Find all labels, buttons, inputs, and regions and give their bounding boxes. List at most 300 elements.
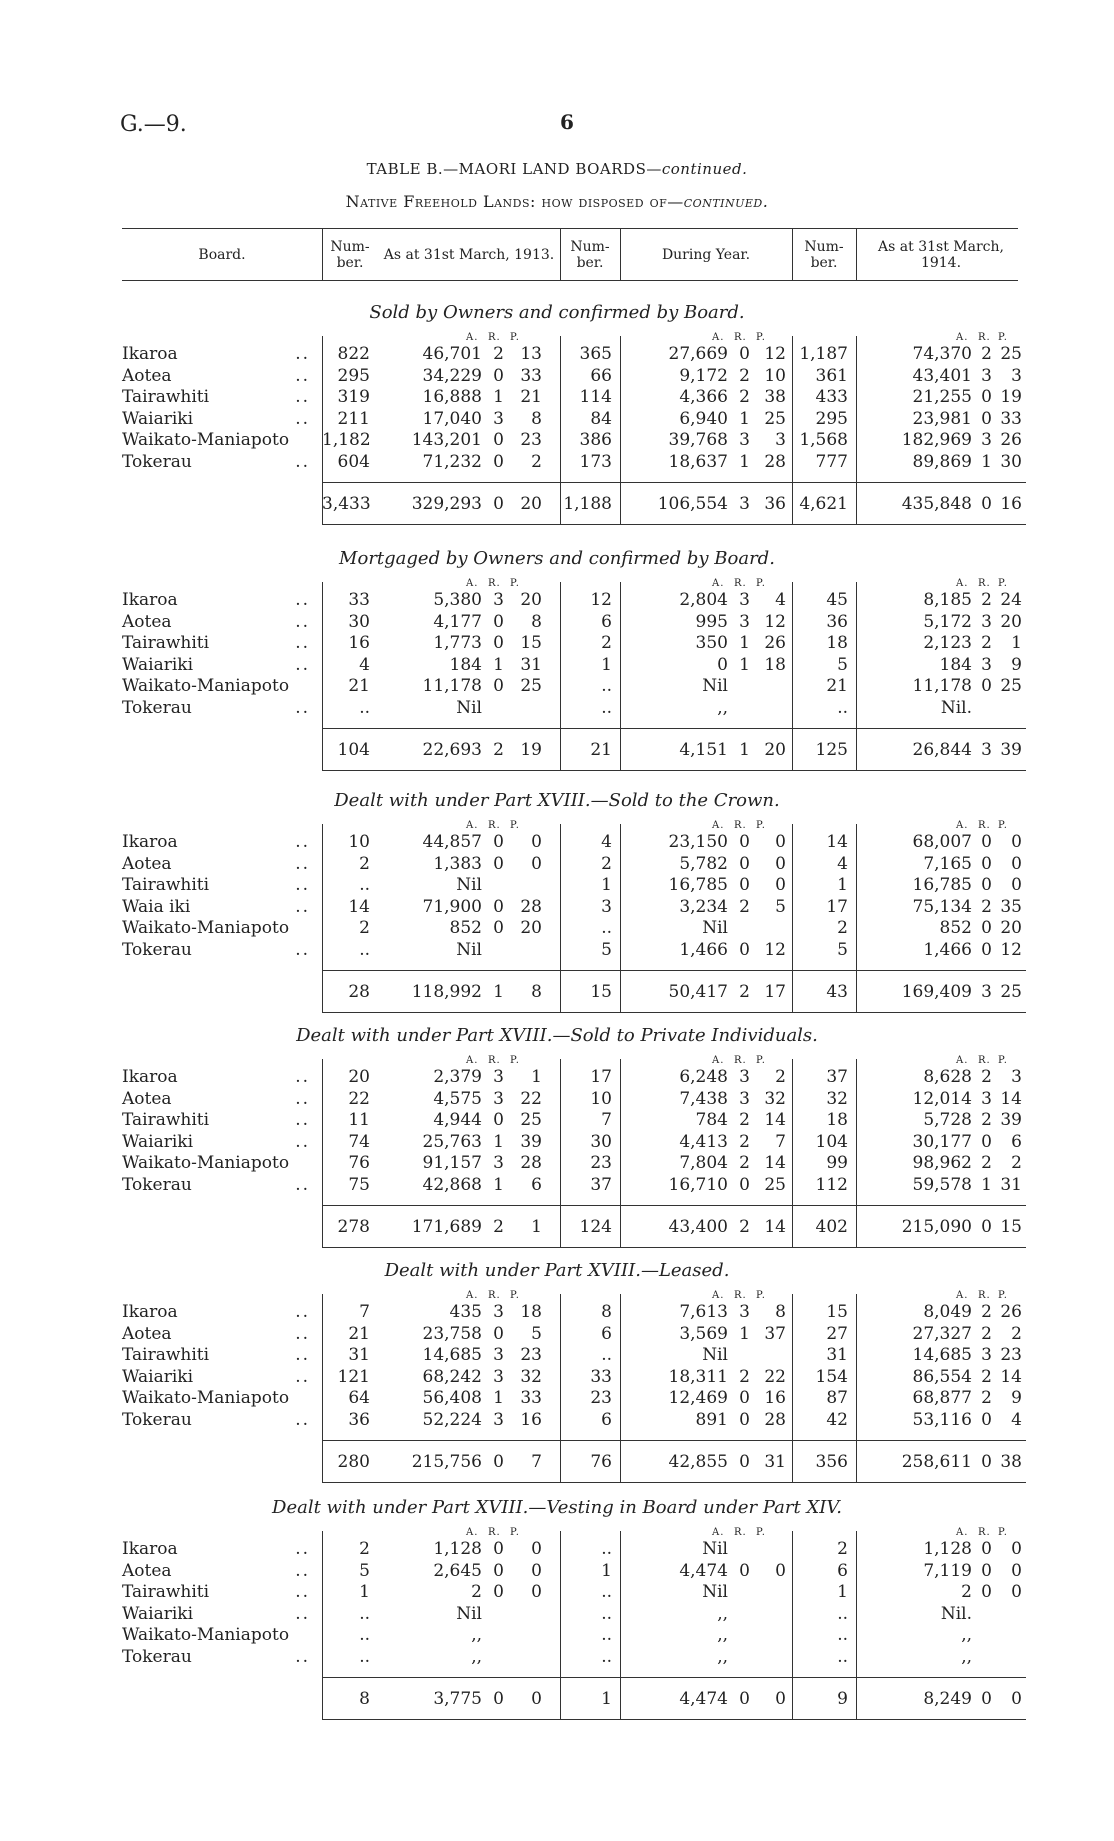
table-cell: 28 xyxy=(520,1153,542,1174)
table-cell: 4,413 xyxy=(679,1131,728,1152)
table-cell: 1 xyxy=(601,654,612,675)
header-board: Board. xyxy=(198,247,246,263)
leader-dots: .. xyxy=(295,896,310,917)
table-cell: 0 xyxy=(775,1560,786,1581)
table-cell: 0 xyxy=(739,940,750,960)
total-cell: 36 xyxy=(764,493,786,514)
table-cell: 7,165 xyxy=(923,853,972,874)
table-cell: 1 xyxy=(601,1560,612,1581)
total-cell: 1 xyxy=(493,981,504,1002)
column-rule xyxy=(322,582,323,770)
table-cell: ,, xyxy=(717,1603,728,1624)
page-number: 6 xyxy=(560,110,574,134)
table-cell: 3 xyxy=(1011,1067,1022,1087)
table-cell: 16 xyxy=(764,1388,786,1409)
table-cell: 6 xyxy=(601,1410,612,1430)
table-cell: 0 xyxy=(493,896,504,917)
table-cell: 9 xyxy=(1011,654,1022,675)
table-cell: 36 xyxy=(348,1410,370,1430)
leader-dots: .. xyxy=(295,1323,310,1344)
table-cell: 87 xyxy=(826,1388,848,1409)
table-cell: 10 xyxy=(348,832,370,852)
table-cell: 0 xyxy=(1011,1560,1022,1581)
column-rule xyxy=(856,582,857,770)
table-cell: 0 xyxy=(981,875,992,896)
unit-label: P. xyxy=(510,820,520,831)
table-cell: 154 xyxy=(815,1366,848,1387)
table-cell: 1 xyxy=(493,654,504,675)
table-cell: ,, xyxy=(717,1647,728,1667)
table-cell: .. xyxy=(359,875,370,896)
table-cell: ,, xyxy=(961,1625,972,1646)
total-cell: 104 xyxy=(337,739,370,760)
table-cell: 2 xyxy=(981,590,992,610)
total-cell: 7 xyxy=(531,1451,542,1472)
table-cell: 2 xyxy=(739,1153,750,1174)
header-top-rule xyxy=(122,228,1018,229)
table-cell: 12 xyxy=(764,940,786,960)
table-cell: 32 xyxy=(764,1088,786,1109)
board-name: Ikaroa xyxy=(122,1067,178,1087)
unit-label: A. xyxy=(712,1290,725,1301)
unit-label: R. xyxy=(978,578,991,589)
table-cell: 184 xyxy=(939,654,972,675)
table-cell: 23,981 xyxy=(912,408,972,429)
table-cell: .. xyxy=(601,698,612,718)
column-rule xyxy=(792,1059,793,1247)
table-cell: .. xyxy=(837,1647,848,1667)
total-cell: 0 xyxy=(739,1688,750,1709)
table-cell: 0 xyxy=(1011,853,1022,874)
header-column-rule xyxy=(620,228,621,280)
table-cell: 0 xyxy=(981,1582,992,1603)
table-cell: 5,728 xyxy=(923,1110,972,1131)
unit-label: A. xyxy=(712,578,725,589)
total-rule-top xyxy=(322,482,1026,483)
table-cell: 1 xyxy=(493,387,504,408)
table-cell: 3 xyxy=(601,896,612,917)
table-cell: 295 xyxy=(337,365,370,386)
table-cell: 7 xyxy=(775,1131,786,1152)
table-cell: Nil xyxy=(702,918,728,939)
table-cell: 0 xyxy=(493,611,504,632)
table-cell: 0 xyxy=(1011,1539,1022,1559)
board-name: Aotea xyxy=(122,1560,172,1581)
table-cell: .. xyxy=(359,698,370,718)
column-rule xyxy=(792,336,793,524)
column-rule xyxy=(792,582,793,770)
total-cell: 17 xyxy=(764,981,786,1002)
table-cell: 852 xyxy=(449,918,482,939)
table-cell: 33 xyxy=(590,1366,612,1387)
total-cell: 356 xyxy=(815,1451,848,1472)
table-cell: 53,116 xyxy=(912,1410,972,1430)
table-cell: 45 xyxy=(826,590,848,610)
table-cell: 17 xyxy=(590,1067,612,1087)
table-cell: 28 xyxy=(520,896,542,917)
table-cell: 30 xyxy=(1000,452,1022,472)
table-cell: 44,857 xyxy=(422,832,482,852)
table-cell: 15 xyxy=(826,1302,848,1322)
table-cell: 2,804 xyxy=(679,590,728,610)
board-name: Waiariki xyxy=(122,654,194,675)
table-cell: 3 xyxy=(739,590,750,610)
table-cell: 7,438 xyxy=(679,1088,728,1109)
table-cell: 6 xyxy=(601,1323,612,1344)
table-cell: 68,877 xyxy=(912,1388,972,1409)
column-rule xyxy=(620,1294,621,1482)
table-cell: 1 xyxy=(531,1067,542,1087)
leader-dots: .. xyxy=(295,452,310,472)
table-cell: 3 xyxy=(981,1088,992,1109)
table-cell: 6 xyxy=(837,1560,848,1581)
table-cell: 16,785 xyxy=(912,875,972,896)
table-cell: 21 xyxy=(826,676,848,697)
unit-label: P. xyxy=(510,332,520,343)
table-cell: 10 xyxy=(590,1088,612,1109)
unit-label: R. xyxy=(734,1055,747,1066)
total-cell: 0 xyxy=(531,1688,542,1709)
leader-dots: .. xyxy=(295,1067,310,1087)
total-cell: 0 xyxy=(493,1451,504,1472)
table-cell: 21 xyxy=(348,676,370,697)
table-cell: 25,763 xyxy=(422,1131,482,1152)
board-name: Tokerau xyxy=(122,698,192,718)
table-cell: 0 xyxy=(493,676,504,697)
total-cell: 42,855 xyxy=(668,1451,728,1472)
table-cell: 4,944 xyxy=(433,1110,482,1131)
table-cell: 76 xyxy=(348,1153,370,1174)
table-cell: 4,177 xyxy=(433,611,482,632)
leader-dots: .. xyxy=(295,1539,310,1559)
table-cell: 15 xyxy=(520,633,542,654)
table-cell: 71,232 xyxy=(422,452,482,472)
table-cell: 0 xyxy=(493,1582,504,1603)
table-cell: 17,040 xyxy=(422,408,482,429)
board-name: Ikaroa xyxy=(122,1539,178,1559)
board-name: Aotea xyxy=(122,365,172,386)
table-cell: 33 xyxy=(520,1388,542,1409)
section-title: Dealt with under Part XVIII.—Vesting in Board under Part XIV. xyxy=(272,1497,842,1518)
table-cell: ,, xyxy=(717,698,728,718)
total-cell: 14 xyxy=(764,1216,786,1237)
table-cell: 0 xyxy=(531,1539,542,1559)
total-cell: 215,090 xyxy=(901,1216,972,1237)
total-cell: 43 xyxy=(826,981,848,1002)
table-cell: 435 xyxy=(449,1302,482,1322)
unit-label: R. xyxy=(488,1527,501,1538)
table-cell: 8 xyxy=(531,408,542,429)
total-rule-top xyxy=(322,970,1026,971)
table-cell: 35 xyxy=(1000,896,1022,917)
column-rule xyxy=(792,824,793,1012)
board-name: Tairawhiti xyxy=(122,875,210,896)
table-cell: 91,157 xyxy=(422,1153,482,1174)
table-cell: 26 xyxy=(1000,430,1022,451)
leader-dots: .. xyxy=(295,408,310,429)
table-cell: 1,773 xyxy=(433,633,482,654)
total-cell: 258,611 xyxy=(901,1451,972,1472)
leader-dots: .. xyxy=(295,698,310,718)
header-bottom-rule xyxy=(122,280,1018,281)
table-cell: 0 xyxy=(981,1410,992,1430)
table-cell: 121 xyxy=(337,1366,370,1387)
column-rule xyxy=(560,1294,561,1482)
table-cell: 2 xyxy=(601,633,612,654)
table-cell: 2 xyxy=(981,896,992,917)
total-rule-top xyxy=(322,1205,1026,1206)
table-cell: ,, xyxy=(471,1625,482,1646)
unit-label: R. xyxy=(734,578,747,589)
unit-label: A. xyxy=(712,1055,725,1066)
unit-label: P. xyxy=(998,332,1008,343)
total-cell: 2 xyxy=(739,1216,750,1237)
unit-label: R. xyxy=(488,820,501,831)
total-cell: 76 xyxy=(590,1451,612,1472)
table-cell: 4 xyxy=(775,590,786,610)
table-cell: .. xyxy=(601,1582,612,1603)
total-cell: 4,151 xyxy=(679,739,728,760)
table-cell: 74 xyxy=(348,1131,370,1152)
table-cell: 23 xyxy=(590,1153,612,1174)
column-rule xyxy=(620,582,621,770)
unit-label: P. xyxy=(756,820,766,831)
total-cell: 2 xyxy=(493,1216,504,1237)
table-cell: 43,401 xyxy=(912,365,972,386)
table-cell: 20 xyxy=(1000,611,1022,632)
leader-dots: .. xyxy=(295,611,310,632)
unit-label: R. xyxy=(488,1055,501,1066)
column-rule xyxy=(560,336,561,524)
board-name: Tokerau xyxy=(122,1410,192,1430)
table-cell: 2 xyxy=(981,1366,992,1387)
total-cell: 26,844 xyxy=(912,739,972,760)
table-cell: 46,701 xyxy=(422,344,482,364)
unit-label: R. xyxy=(734,820,747,831)
table-title xyxy=(0,160,1114,178)
table-cell: 7 xyxy=(601,1110,612,1131)
unit-label: R. xyxy=(978,1055,991,1066)
table-cell: 852 xyxy=(939,918,972,939)
table-cell: .. xyxy=(601,918,612,939)
table-cell: 39 xyxy=(520,1131,542,1152)
table-cell: 143,201 xyxy=(411,430,482,451)
table-cell: 5,172 xyxy=(923,611,972,632)
header-column-rule xyxy=(560,228,561,280)
table-cell: 14 xyxy=(1000,1088,1022,1109)
total-cell: 0 xyxy=(775,1688,786,1709)
table-cell: 38 xyxy=(764,387,786,408)
table-cell: .. xyxy=(837,1603,848,1624)
table-cell: 31 xyxy=(826,1345,848,1366)
table-cell: 0 xyxy=(1011,832,1022,852)
leader-dots: .. xyxy=(295,654,310,675)
column-rule xyxy=(560,1531,561,1719)
table-cell: 173 xyxy=(579,452,612,472)
total-cell: 402 xyxy=(815,1216,848,1237)
table-cell: 2 xyxy=(981,1153,992,1174)
table-cell: 0 xyxy=(531,853,542,874)
leader-dots: .. xyxy=(295,853,310,874)
table-cell: 7,613 xyxy=(679,1302,728,1322)
table-cell: 36 xyxy=(826,611,848,632)
total-cell: 20 xyxy=(520,493,542,514)
table-cell: 10 xyxy=(764,365,786,386)
table-cell: 3 xyxy=(981,611,992,632)
table-cell: 433 xyxy=(815,387,848,408)
table-cell: 26 xyxy=(764,633,786,654)
total-cell: 0 xyxy=(981,493,992,514)
table-cell: 182,969 xyxy=(901,430,972,451)
table-cell: 39 xyxy=(1000,1110,1022,1131)
table-cell: 16,710 xyxy=(668,1175,728,1195)
header-number-2: Num- ber. xyxy=(570,239,610,271)
table-cell: 25 xyxy=(764,1175,786,1195)
table-cell: 34,229 xyxy=(422,365,482,386)
table-cell: 0 xyxy=(493,365,504,386)
column-rule xyxy=(560,824,561,1012)
table-cell: 0 xyxy=(739,875,750,896)
leader-dots: .. xyxy=(295,1582,310,1603)
column-rule xyxy=(620,824,621,1012)
board-name: Tairawhiti xyxy=(122,1582,210,1603)
table-cell: 23,150 xyxy=(668,832,728,852)
table-cell: 1 xyxy=(1011,633,1022,654)
table-cell: 0 xyxy=(739,1410,750,1430)
table-cell: 2 xyxy=(775,1067,786,1087)
table-cell: 27,669 xyxy=(668,344,728,364)
leader-dots: .. xyxy=(295,1345,310,1366)
table-cell: 3 xyxy=(493,1345,504,1366)
header-during-year: During Year. xyxy=(661,247,751,263)
table-cell: .. xyxy=(837,1625,848,1646)
total-cell: 106,554 xyxy=(657,493,728,514)
table-cell: 3 xyxy=(739,1067,750,1087)
table-cell: 0 xyxy=(493,853,504,874)
table-cell: 30,177 xyxy=(912,1131,972,1152)
board-name: Aotea xyxy=(122,853,172,874)
unit-label: R. xyxy=(978,820,991,831)
table-cell: 995 xyxy=(695,611,728,632)
table-cell: Nil xyxy=(702,1539,728,1559)
table-cell: .. xyxy=(601,676,612,697)
table-cell: 2 xyxy=(359,918,370,939)
table-cell: .. xyxy=(601,1345,612,1366)
leader-dots: .. xyxy=(295,1088,310,1109)
header-column-rule xyxy=(322,228,323,280)
table-cell: 13 xyxy=(520,344,542,364)
table-cell: 0 xyxy=(1011,875,1022,896)
table-cell: 5,380 xyxy=(433,590,482,610)
table-cell: 14 xyxy=(826,832,848,852)
table-cell: 4,575 xyxy=(433,1088,482,1109)
table-cell: 12,014 xyxy=(912,1088,972,1109)
table-cell: 319 xyxy=(337,387,370,408)
table-cell: .. xyxy=(837,698,848,718)
table-cell: 14 xyxy=(764,1153,786,1174)
table-cell: 1 xyxy=(739,654,750,675)
table-cell: 3 xyxy=(739,611,750,632)
table-cell: 3 xyxy=(739,1088,750,1109)
table-cell: 24 xyxy=(1000,590,1022,610)
board-name: Waiariki xyxy=(122,408,194,429)
table-cell: 7 xyxy=(359,1302,370,1322)
table-cell: 5 xyxy=(837,654,848,675)
board-name: Waikato-Maniapoto xyxy=(122,430,290,451)
table-cell: 31 xyxy=(1000,1175,1022,1195)
unit-label: A. xyxy=(956,820,969,831)
unit-label: P. xyxy=(756,1527,766,1538)
table-cell: 0 xyxy=(739,832,750,852)
board-name: Waikato-Maniapoto xyxy=(122,1153,290,1174)
table-cell: 604 xyxy=(337,452,370,472)
table-cell: 0 xyxy=(981,1560,992,1581)
table-cell: 21 xyxy=(348,1323,370,1344)
total-cell: 20 xyxy=(764,739,786,760)
table-cell: 0 xyxy=(981,676,992,697)
column-rule xyxy=(856,824,857,1012)
table-cell: 26 xyxy=(1000,1302,1022,1322)
table-cell: 3 xyxy=(981,365,992,386)
table-cell: 2 xyxy=(961,1582,972,1603)
board-name: Waikato-Maniapoto xyxy=(122,676,290,697)
unit-label: R. xyxy=(734,1527,747,1538)
table-cell: 4,366 xyxy=(679,387,728,408)
table-cell: 1 xyxy=(981,1175,992,1195)
table-cell: 1,466 xyxy=(679,940,728,960)
table-cell: 0 xyxy=(717,654,728,675)
table-cell: 66 xyxy=(590,365,612,386)
table-cell: 0 xyxy=(739,1175,750,1195)
table-cell: 84 xyxy=(590,408,612,429)
table-cell: 37 xyxy=(764,1323,786,1344)
total-cell: 0 xyxy=(493,493,504,514)
table-cell: 2 xyxy=(837,1539,848,1559)
total-cell: 2 xyxy=(739,981,750,1002)
unit-label: P. xyxy=(998,820,1008,831)
unit-label: R. xyxy=(978,1527,991,1538)
total-cell: 1 xyxy=(531,1216,542,1237)
report-reference: G.—9. xyxy=(120,112,187,137)
total-cell: 118,992 xyxy=(411,981,482,1002)
total-cell: 15 xyxy=(590,981,612,1002)
table-cell: 1,466 xyxy=(923,940,972,960)
table-cell: 0 xyxy=(493,1539,504,1559)
table-cell: 9 xyxy=(1011,1388,1022,1409)
table-cell: 4 xyxy=(359,654,370,675)
table-cell: 8,185 xyxy=(923,590,972,610)
table-cell: 3 xyxy=(981,654,992,675)
table-cell: 9,172 xyxy=(679,365,728,386)
table-cell: 1 xyxy=(837,875,848,896)
table-cell: 42 xyxy=(826,1410,848,1430)
leader-dots: .. xyxy=(295,1647,310,1667)
table-cell: 8 xyxy=(601,1302,612,1322)
total-cell: 169,409 xyxy=(901,981,972,1002)
total-cell: 2 xyxy=(493,739,504,760)
table-cell: 20 xyxy=(348,1067,370,1087)
table-cell: 295 xyxy=(815,408,848,429)
table-cell: 33 xyxy=(1000,408,1022,429)
total-cell: 3,775 xyxy=(433,1688,482,1709)
total-rule-bottom xyxy=(322,770,1026,771)
table-cell: 23 xyxy=(1000,1345,1022,1366)
table-cell: 16 xyxy=(520,1410,542,1430)
section-title: Dealt with under Part XVIII.—Sold to Private Individuals. xyxy=(296,1025,818,1046)
column-rule xyxy=(322,1059,323,1247)
table-cell: 8 xyxy=(775,1302,786,1322)
table-cell: 104 xyxy=(815,1131,848,1152)
